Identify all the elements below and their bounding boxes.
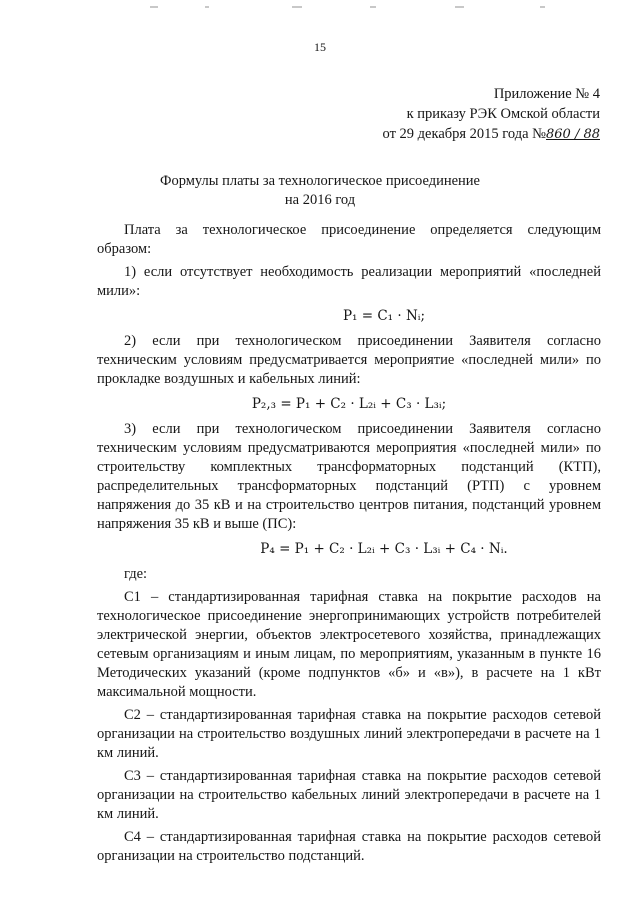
handwritten-order-number: 860 / 88 xyxy=(546,127,600,142)
case-1-paragraph: 1) если отсутствует необходимость реализации мероприятий «последней мили»: xyxy=(97,264,601,299)
definition-c2: С2 – стандартизированная тарифная ставка на покрытие расходов сетевой организации на строительство воздушных линий электропередачи в расчете на 1 км линий. xyxy=(97,707,601,761)
formula-2: P₂,₃ = P₁ + C₂ · L₂ᵢ + C₃ · L₃ᵢ; xyxy=(251,396,447,412)
approval-block xyxy=(383,84,600,145)
approval-line-1: Приложение № 4 xyxy=(493,86,600,102)
formula-1: P₁ = C₁ · Nᵢ; xyxy=(342,308,426,324)
definition-c4: С4 – стандартизированная тарифная ставка на покрытие расходов сетевой организации на строительство подстанций. xyxy=(97,829,601,864)
definition-c1: С1 – стандартизированная тарифная ставка на покрытие расходов на технологическое присоединение энергопринимающих устройств потребителей электрической энергии, объектов электросетевого хозяйства, принадлежащих сетевым организациям и иным лицам, по мероприятиям, указанным в пункте 16 Методических указаний (кроме подпунктов «б» и «в»), в расчете на 1 кВт максимальной мощности. xyxy=(97,589,601,700)
formula-3: P₄ = P₁ + C₂ · L₂ᵢ + C₃ · L₃ᵢ + C₄ · Nᵢ. xyxy=(260,541,508,557)
approval-line-3 xyxy=(383,124,600,145)
page-number: 15 xyxy=(314,40,326,54)
approval-line-2: к приказу РЭК Омской области xyxy=(406,106,600,122)
scan-noise xyxy=(205,6,209,8)
scan-noise xyxy=(370,6,376,8)
title-line-2: на 2016 год xyxy=(284,192,356,208)
title-line-1: Формулы платы за технологическое присоединение xyxy=(159,173,480,189)
scan-noise xyxy=(540,6,545,8)
definition-c3: С3 – стандартизированная тарифная ставка на покрытие расходов сетевой организации на строительство кабельных линий электропередачи в расчете на 1 км линий. xyxy=(97,768,601,822)
case-2-paragraph: 2) если при технологическом присоединении Заявителя согласно техническим условиям предусматривается мероприятие «последней мили» по прокладке воздушных и кабельных линий: xyxy=(97,333,601,387)
document-body xyxy=(97,221,601,870)
approval-date: от 29 декабря 2015 года № xyxy=(382,126,546,142)
case-3-paragraph: 3) если при технологическом присоединении Заявителя согласно техническим условиям предусматриваются мероприятия «последней мили» по строительству комплектных трансформаторных подстанций (КТП), распределительных трансформаторных подстанций (РТП) с уровнем напряжения до 35 кВ и на строительство центров питания, подстанций уровнем напряжения 35 кВ и выше (ПС): xyxy=(97,421,601,532)
document-title xyxy=(0,172,640,210)
scan-noise xyxy=(150,6,158,8)
intro-paragraph: Плата за технологическое присоединение определяется следующим образом: xyxy=(97,222,601,257)
scan-noise xyxy=(292,6,302,8)
where-label: где: xyxy=(124,566,148,582)
scan-noise xyxy=(455,6,464,8)
